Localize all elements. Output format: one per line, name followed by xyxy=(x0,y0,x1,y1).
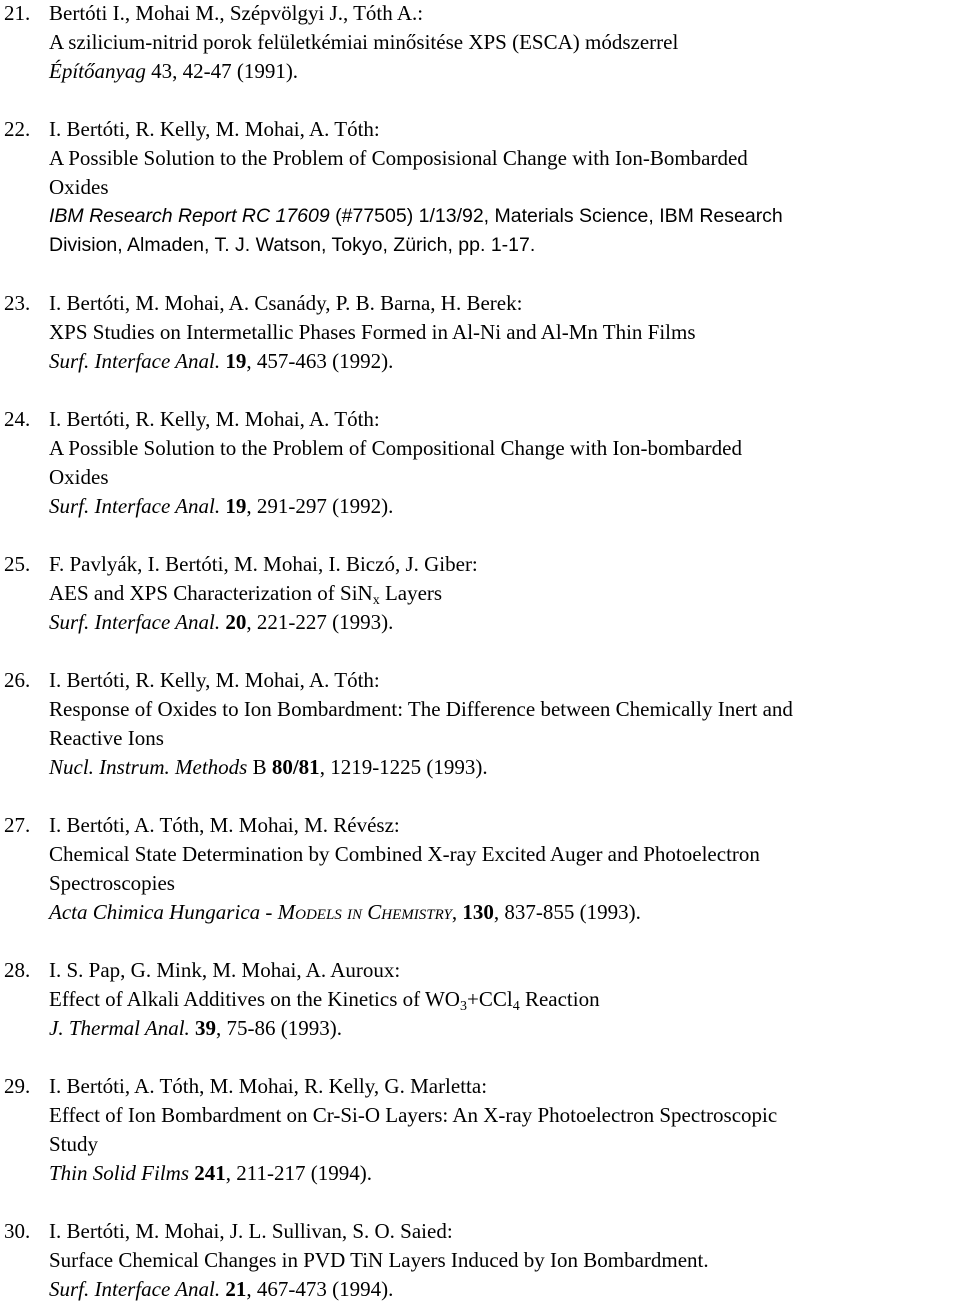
entry-source xyxy=(49,609,393,635)
journal-pages-year: , 211-217 (1994). xyxy=(225,1161,372,1185)
entry-number: 28. xyxy=(4,958,31,982)
entry-authors: I. Bertóti, M. Mohai, J. L. Sullivan, S. O. Saied: xyxy=(49,1219,453,1243)
entry-source xyxy=(49,1015,342,1041)
entry-source xyxy=(49,348,393,374)
entry-title-line-1: Effect of Ion Bombardment on Cr-Si-O Layers: An X-ray Photoelectron Spectroscopic xyxy=(49,1103,778,1127)
journal-volume: 43 xyxy=(151,59,173,83)
journal-name: Thin Solid Films xyxy=(49,1161,190,1185)
entry-authors: I. Bertóti, R. Kelly, M. Mohai, A. Tóth: xyxy=(49,117,380,141)
entry-title xyxy=(49,986,600,1012)
title-text: AES and XPS Characterization of SiN xyxy=(49,581,373,605)
entry-authors: Bertóti I., Mohai M., Szépvölgyi J., Tóth A.: xyxy=(49,1,424,25)
entry-source xyxy=(49,58,298,84)
journal-pages-year: , 837-855 (1993). xyxy=(493,900,641,924)
entry-number: 21. xyxy=(4,1,31,25)
entry-title xyxy=(49,580,442,606)
journal-name: Surf. Interface Anal. xyxy=(49,1277,221,1301)
journal-name: Építőanyag xyxy=(49,59,146,83)
title-text-end: Layers xyxy=(379,581,443,605)
journal-volume: 19 xyxy=(225,494,247,518)
journal-name: Surf. Interface Anal. xyxy=(49,349,221,373)
journal-series: B xyxy=(247,755,272,779)
entry-authors: I. Bertóti, A. Tóth, M. Mohai, M. Révész: xyxy=(49,813,400,837)
journal-subtitle: Models in Chemistry xyxy=(277,900,452,924)
subscript: x xyxy=(372,593,380,608)
journal-pages-year: , 467-473 (1994). xyxy=(246,1277,394,1301)
subscript-3: 3 xyxy=(459,999,467,1014)
journal-volume: 39 xyxy=(195,1016,217,1040)
entry-number: 24. xyxy=(4,407,31,431)
journal-pages-year: , 75-86 (1993). xyxy=(216,1016,343,1040)
entry-title-line-2: Study xyxy=(49,1132,99,1156)
entry-source xyxy=(49,493,393,519)
entry-number: 22. xyxy=(4,117,31,141)
entry-number: 25. xyxy=(4,552,31,576)
entry-number: 29. xyxy=(4,1074,31,1098)
journal-name: Acta Chimica Hungarica - xyxy=(49,900,278,924)
journal-pages-year: , 457-463 (1992). xyxy=(246,349,394,373)
entry-title-line-2: Oxides xyxy=(49,175,109,199)
journal-name: J. Thermal Anal. xyxy=(49,1016,190,1040)
entry-title-line-2: Oxides xyxy=(49,465,109,489)
journal-pages-year: , 291-297 (1992). xyxy=(246,494,394,518)
entry-authors: I. Bertóti, M. Mohai, A. Csanády, P. B. Barna, H. Berek: xyxy=(49,291,523,315)
entry-authors: I. Bertóti, R. Kelly, M. Mohai, A. Tóth: xyxy=(49,407,380,431)
journal-volume: 80/81 xyxy=(271,755,320,779)
entry-source: Acta Chimica Hungarica - Models in Chemistry, 130, 837-855 (1993). xyxy=(49,900,641,924)
entry-authors: I. S. Pap, G. Mink, M. Mohai, A. Auroux: xyxy=(49,958,401,982)
entry-title: Surface Chemical Changes in PVD TiN Layers Induced by Ion Bombardment. xyxy=(49,1248,709,1272)
entry-source xyxy=(49,754,488,780)
entry-source-line-2: Division, Almaden, T. J. Watson, Tokyo, Zürich, pp. 1-17. xyxy=(49,234,536,256)
entry-number: 26. xyxy=(4,668,31,692)
entry-title-line-2: Spectroscopies xyxy=(49,871,175,895)
entry-title-line-1: A Possible Solution to the Problem of Compositional Change with Ion-bombarded xyxy=(49,436,742,460)
title-text: Effect of Alkali Additives on the Kinetics of WO xyxy=(49,987,460,1011)
journal-volume: 241 xyxy=(194,1161,226,1185)
entry-authors: I. Bertóti, R. Kelly, M. Mohai, A. Tóth: xyxy=(49,668,380,692)
journal-volume: 21 xyxy=(225,1277,247,1301)
entry-source xyxy=(49,1276,393,1302)
entry-source-line-1 xyxy=(49,203,783,229)
journal-pages-year: , 42-47 (1991). xyxy=(172,59,299,83)
subscript-4: 4 xyxy=(512,999,520,1014)
entry-title-line-2: Reactive Ions xyxy=(49,726,164,750)
journal-volume: 130 xyxy=(462,900,494,924)
report-name: IBM Research Report RC 17609 xyxy=(49,205,330,227)
journal-volume: 20 xyxy=(225,610,247,634)
title-text-mid: +CCl xyxy=(466,987,513,1011)
entry-number: 23. xyxy=(4,291,31,315)
journal-name: Surf. Interface Anal. xyxy=(49,610,221,634)
entry-source xyxy=(49,1160,372,1186)
entry-authors: I. Bertóti, A. Tóth, M. Mohai, R. Kelly, G. Marletta: xyxy=(49,1074,488,1098)
entry-title-line-1: Response of Oxides to Ion Bombardment: The Difference between Chemically Inert and xyxy=(49,697,793,721)
entry-title-line-1: Chemical State Determination by Combined X-ray Excited Auger and Photoelectron xyxy=(49,842,760,866)
report-details: (#77505) 1/13/92, Materials Science, IBM Research xyxy=(329,205,783,227)
entry-title: A szilicium-nitrid porok felületkémiai minősitése XPS (ESCA) módszerrel xyxy=(49,30,679,54)
entry-number: 30. xyxy=(4,1219,31,1243)
entry-authors: F. Pavlyák, I. Bertóti, M. Mohai, I. Biczó, J. Giber: xyxy=(49,552,478,576)
title-text-end: Reaction xyxy=(519,987,600,1011)
journal-pages-year: , 221-227 (1993). xyxy=(246,610,394,634)
journal-volume: 19 xyxy=(225,349,247,373)
entry-number: 27. xyxy=(4,813,31,837)
entry-title: XPS Studies on Intermetallic Phases Formed in Al-Ni and Al-Mn Thin Films xyxy=(49,320,696,344)
journal-pages-year: , 1219-1225 (1993). xyxy=(319,755,488,779)
entry-title-line-1: A Possible Solution to the Problem of Composisional Change with Ion-Bombarded xyxy=(49,146,748,170)
journal-name: Nucl. Instrum. Methods xyxy=(49,755,248,779)
journal-name: Surf. Interface Anal. xyxy=(49,494,221,518)
